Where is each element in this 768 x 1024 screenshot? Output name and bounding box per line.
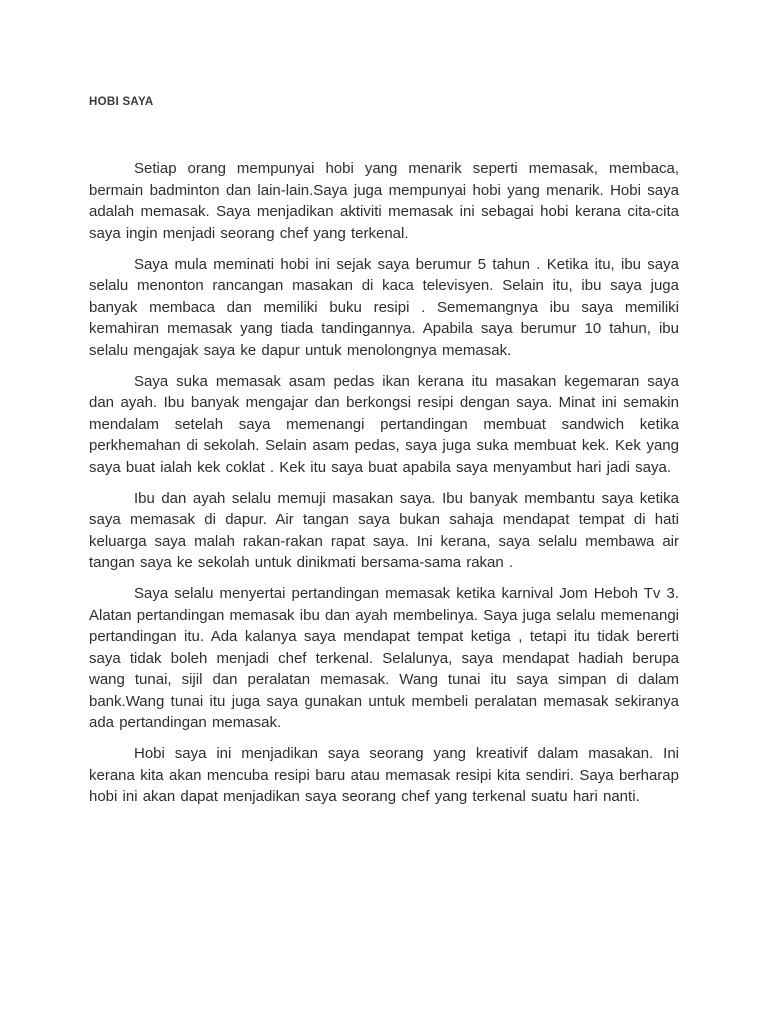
paragraph-1: Setiap orang mempunyai hobi yang menarik seperti memasak, membaca, bermain badminton dan lain-lain.Saya juga mempunyai hobi yang menarik. Hobi saya adalah memasak. Saya menjadikan aktiviti memasak ini sebagai hobi kerana cita-cita saya ingin menjadi seorang chef yang terkenal.	[89, 160, 679, 242]
document-content	[89, 96, 679, 808]
paragraph-6: Hobi saya ini menjadikan saya seorang yang kreativif dalam masakan. Ini kerana kita akan mencuba resipi baru atau memasak resipi kita sendiri. Saya berharap hobi ini akan dapat menjadikan saya seorang chef yang terkenal suatu hari nanti.	[89, 745, 679, 805]
document-body	[89, 158, 679, 808]
document-title: HOBI SAYA	[89, 96, 154, 108]
paragraph-2: Saya mula meminati hobi ini sejak saya berumur 5 tahun . Ketika itu, ibu saya selalu menonton rancangan masakan di kaca televisyen. Selain itu, ibu saya juga banyak membaca dan memiliki buku resipi . Sememangnya ibu saya memiliki kemahiran memasak yang tiada tandingannya. Apabila saya berumur 10 tahun, ibu selalu mengajak saya ke dapur untuk menolongnya memasak.	[89, 255, 679, 359]
paragraph-5: Saya selalu menyertai pertandingan memasak ketika karnival Jom Heboh Tv 3. Alatan pertandingan memasak ibu dan ayah membelinya. Saya juga selalu memenangi pertandingan itu. Ada kalanya saya mendapat tempat ketiga , tetapi itu tidak bererti saya tidak boleh menjadi chef terkenal. Selalunya, saya mendapat hadiah berupa wang tunai, sijil dan peralatan memasak. Wang tunai itu saya simpan di dalam bank.Wang tunai itu juga saya gunakan untuk membeli peralatan memasak sekiranya ada pertandingan memasak.	[89, 585, 679, 731]
paragraph-4: Ibu dan ayah selalu memuji masakan saya. Ibu banyak membantu saya ketika saya memasak di dapur. Air tangan saya bukan sahaja mendapat tempat di hati keluarga saya malah rakan-rakan rapat saya. Ini kerana, saya selalu membawa air tangan saya ke sekolah untuk dinikmati bersama-sama rakan .	[89, 489, 679, 571]
paragraph-3: Saya suka memasak asam pedas ikan kerana itu masakan kegemaran saya dan ayah. Ibu banyak mengajar dan berkongsi resipi dengan saya. Minat ini semakin mendalam setelah saya memenangi pertandingan membuat sandwich ketika perkhemahan di sekolah. Selain asam pedas, saya juga suka membuat kek. Kek yang saya buat ialah kek coklat . Kek itu saya buat apabila saya menyambut hari jadi saya.	[89, 372, 679, 476]
